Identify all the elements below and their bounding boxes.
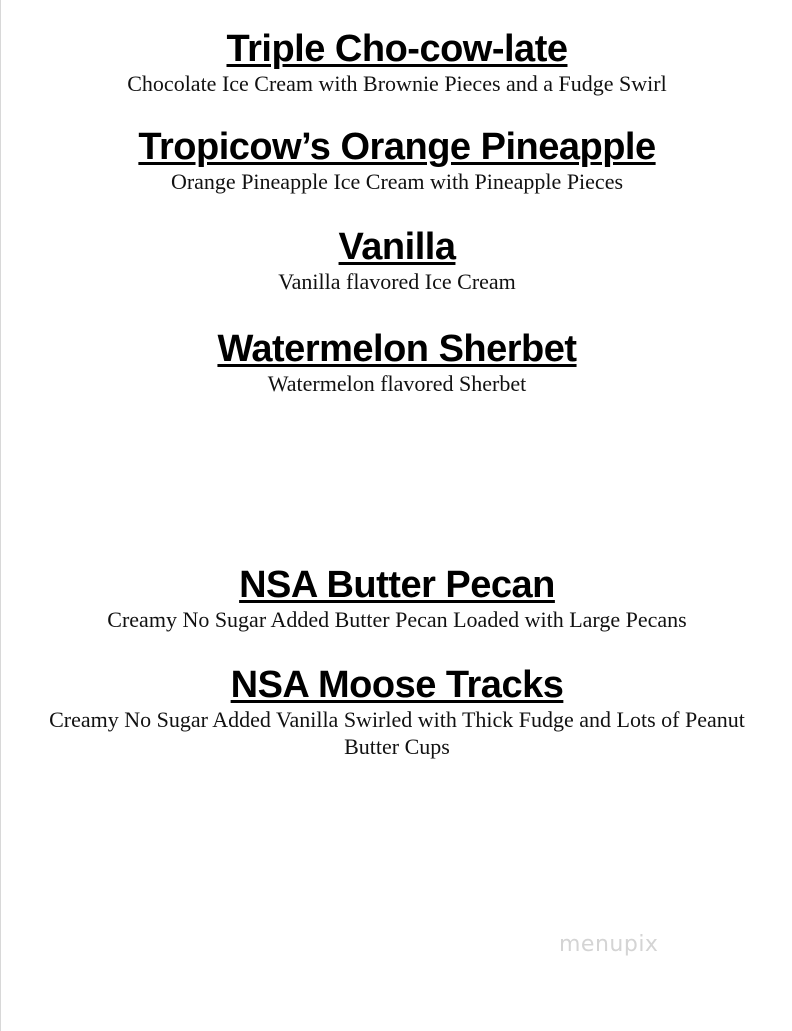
menu-item-watermelon-sherbet	[1, 328, 792, 397]
watermark-logo: menupix	[559, 932, 659, 957]
item-description: Vanilla flavored Ice Cream	[278, 269, 516, 294]
menu-item-triple-chocowlate	[1, 28, 792, 97]
item-title: Vanilla	[338, 226, 456, 268]
menu-item-vanilla	[1, 226, 792, 295]
item-title: Tropicow’s Orange Pineapple	[138, 126, 656, 168]
item-title: Watermelon Sherbet	[217, 328, 577, 370]
item-title: Triple Cho-cow-late	[226, 28, 568, 70]
item-description: Chocolate Ice Cream with Brownie Pieces and a Fudge Swirl	[127, 71, 667, 96]
menu-item-nsa-moose-tracks	[1, 664, 792, 760]
menu-item-tropicows-orange-pineapple	[1, 126, 792, 195]
menu-item-nsa-butter-pecan	[1, 564, 792, 633]
item-description: Creamy No Sugar Added Butter Pecan Loaded with Large Pecans	[107, 607, 687, 632]
item-description: Creamy No Sugar Added Vanilla Swirled with Thick Fudge and Lots of Peanut Butter Cups	[49, 707, 745, 759]
item-title: NSA Moose Tracks	[230, 664, 564, 706]
item-description: Orange Pineapple Ice Cream with Pineapple Pieces	[170, 169, 624, 194]
item-description: Watermelon flavored Sherbet	[267, 371, 527, 396]
item-title: NSA Butter Pecan	[239, 564, 555, 606]
